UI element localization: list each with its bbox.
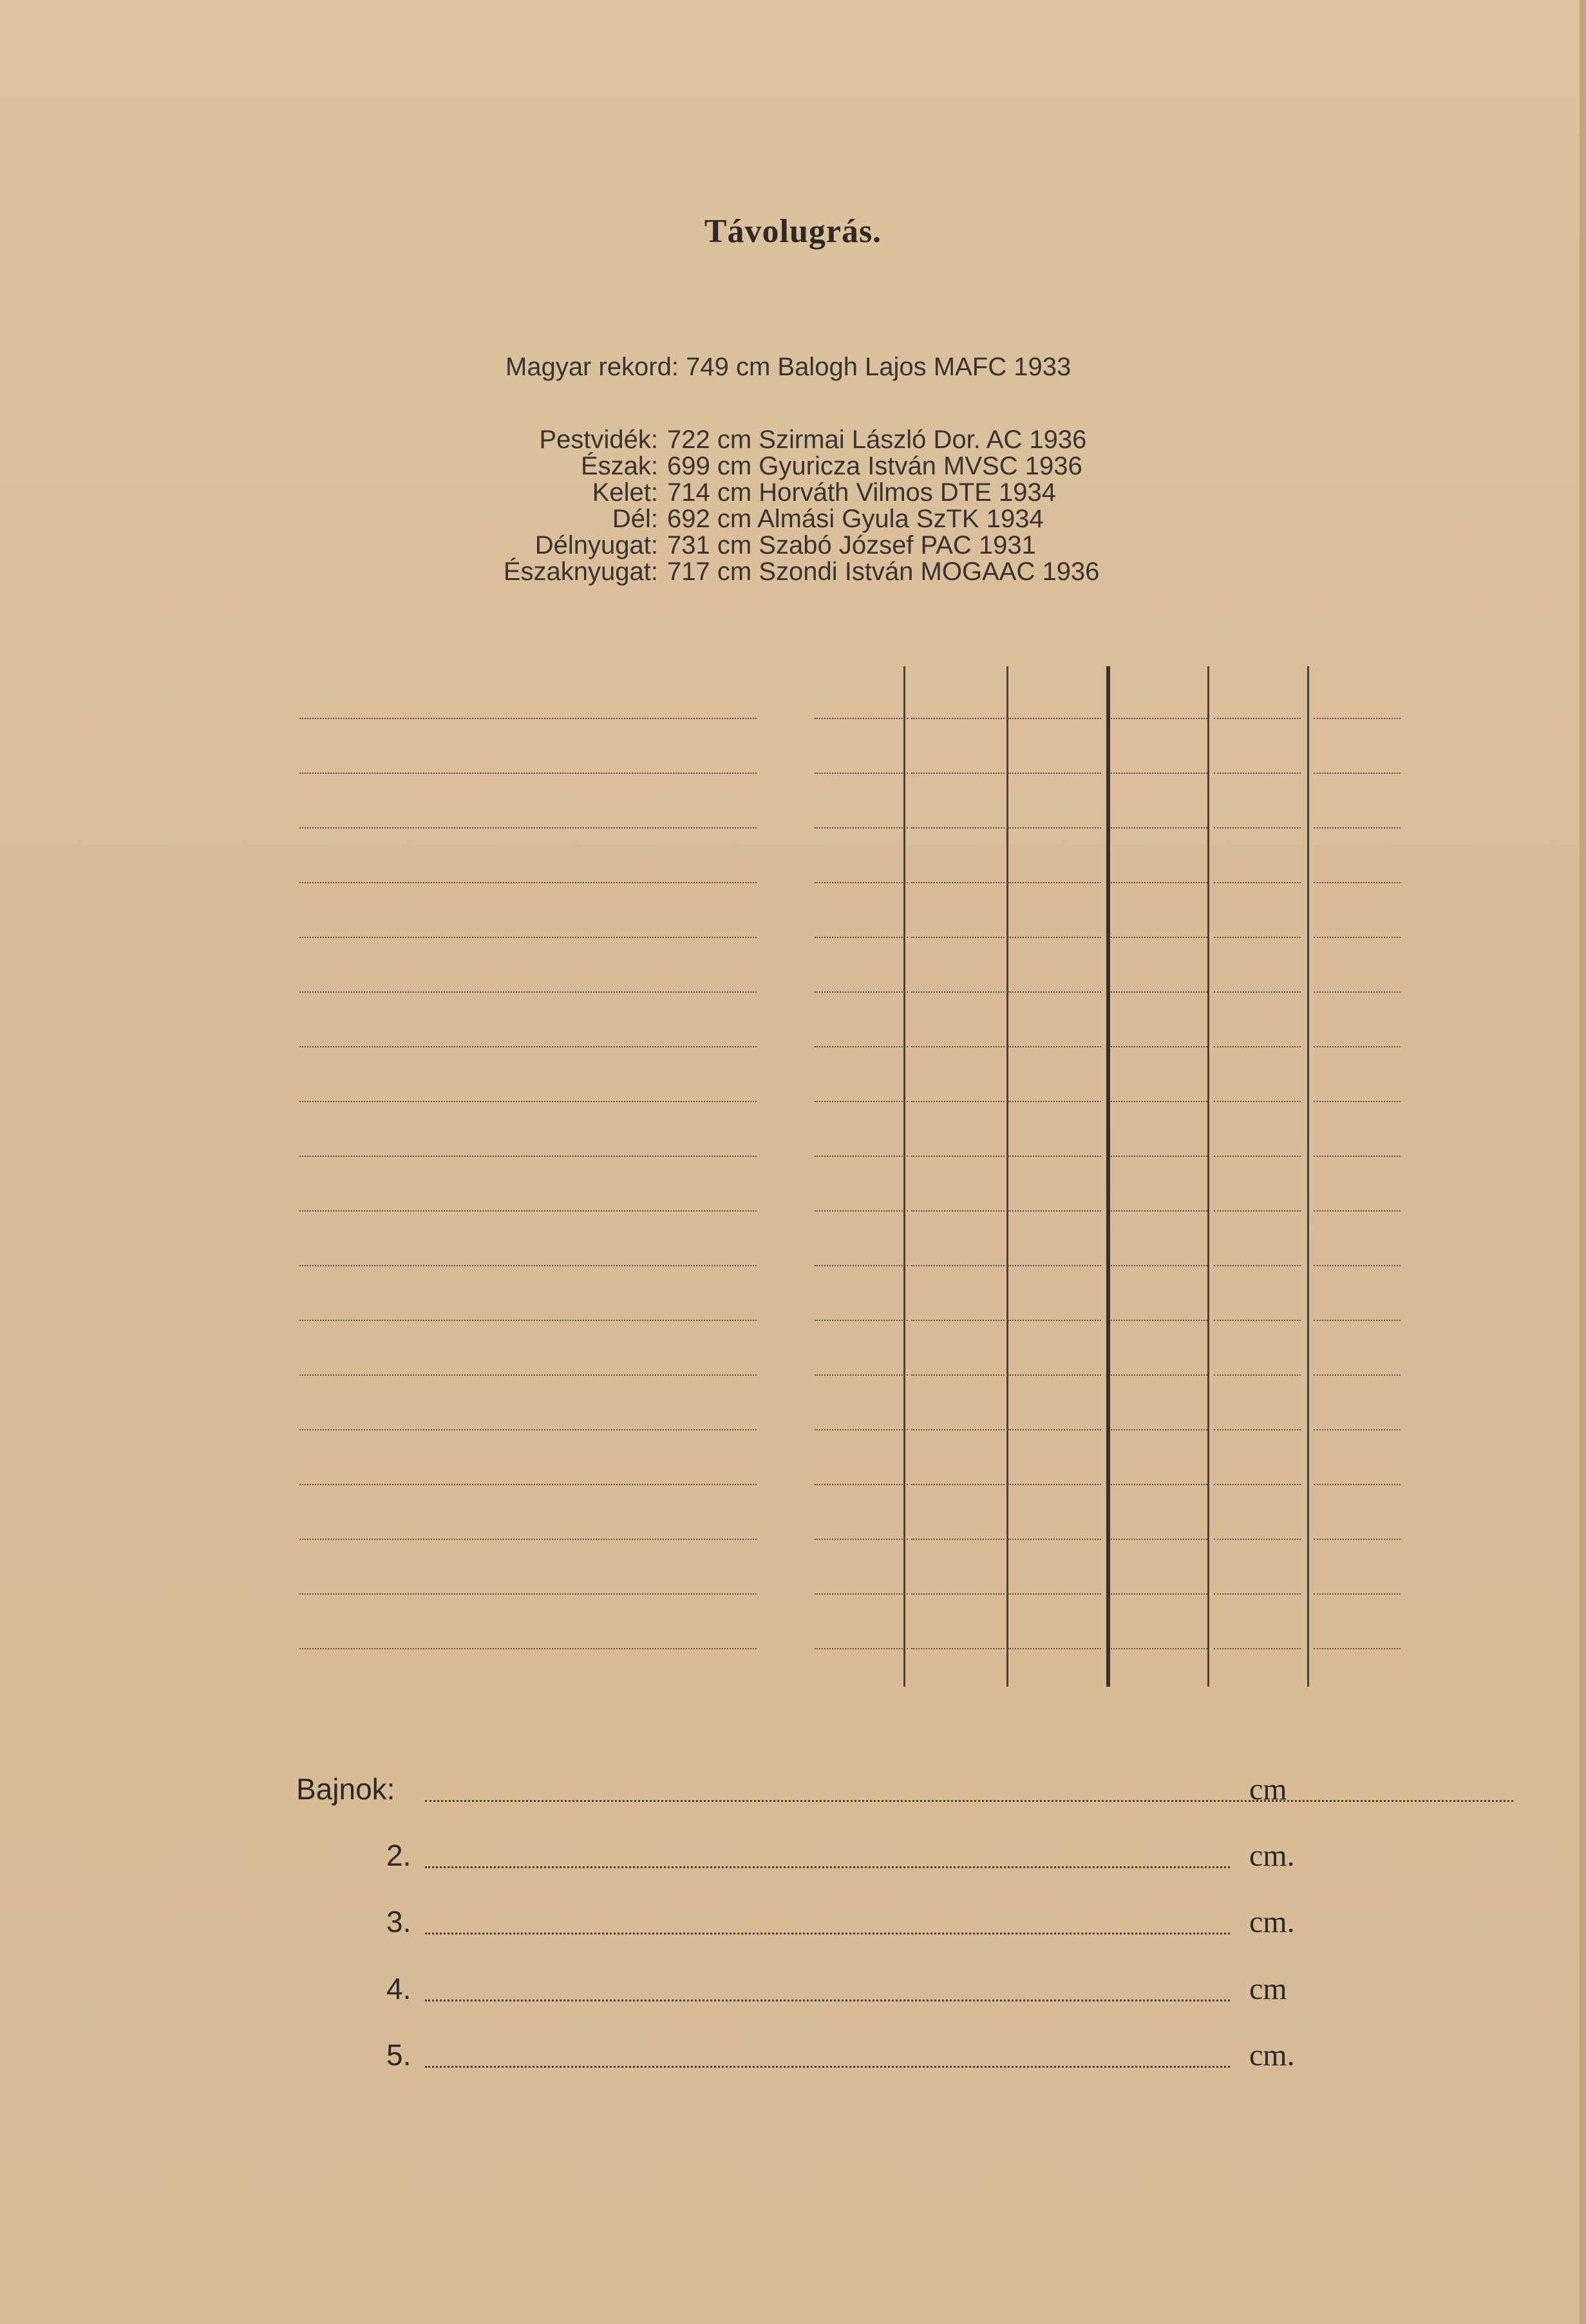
entry-line[interactable] — [299, 882, 757, 883]
region-record-row — [412, 453, 1099, 480]
entry-line[interactable] — [1108, 882, 1207, 883]
result-entry-line[interactable] — [425, 2066, 1230, 2068]
entry-line[interactable] — [911, 1156, 1005, 1157]
entry-line[interactable] — [1008, 1484, 1101, 1485]
entry-line[interactable] — [1314, 937, 1401, 938]
entry-line[interactable] — [1214, 1046, 1301, 1047]
entry-line[interactable] — [815, 1484, 908, 1485]
entry-line[interactable] — [1108, 827, 1207, 829]
region-name: Észak: — [580, 452, 658, 480]
result-entry-line[interactable] — [425, 1866, 1230, 1868]
entry-line[interactable] — [299, 1374, 757, 1376]
entry-line[interactable] — [1214, 1593, 1301, 1595]
entry-line[interactable] — [815, 1593, 908, 1595]
entry-line[interactable] — [911, 1101, 1005, 1102]
region-name: Pestvidék: — [539, 426, 658, 454]
region-record-row — [412, 506, 1099, 532]
entry-line[interactable] — [299, 773, 757, 774]
entry-line[interactable] — [815, 1210, 908, 1212]
entry-line[interactable] — [1108, 937, 1207, 938]
entry-line[interactable] — [1108, 1210, 1207, 1212]
region-value: 699 cm Gyuricza István MVSC 1936 — [667, 452, 1082, 480]
entry-line[interactable] — [911, 1265, 1005, 1266]
result-label: 2. — [386, 1839, 411, 1872]
entry-line[interactable] — [299, 1265, 757, 1266]
entry-line[interactable] — [1108, 1539, 1207, 1540]
entry-line[interactable] — [299, 1156, 757, 1157]
entry-line[interactable] — [911, 827, 1005, 829]
entry-line[interactable] — [1314, 1156, 1401, 1157]
entry-line[interactable] — [1008, 1374, 1101, 1376]
region-name: Északnyugat: — [503, 558, 658, 586]
entry-line[interactable] — [1008, 1046, 1101, 1047]
entry-line[interactable] — [815, 1539, 908, 1540]
entry-line[interactable] — [1214, 1648, 1301, 1649]
entry-line[interactable] — [815, 718, 908, 719]
entry-line[interactable] — [1214, 1484, 1301, 1485]
entry-line[interactable] — [299, 1484, 757, 1485]
region-value: 731 cm Szabó József PAC 1931 — [667, 531, 1036, 559]
region-record-row — [412, 559, 1099, 585]
region-value: 717 cm Szondi István MOGAAC 1936 — [667, 558, 1100, 586]
entry-line[interactable] — [1008, 1265, 1101, 1266]
entry-line[interactable] — [1314, 882, 1401, 883]
regional-records — [412, 427, 1099, 585]
entry-line[interactable] — [299, 827, 757, 829]
entry-line[interactable] — [299, 718, 757, 719]
result-entry-line[interactable] — [425, 1933, 1230, 1935]
entry-line[interactable] — [1008, 1539, 1101, 1540]
entry-line[interactable] — [299, 1539, 757, 1540]
entry-line[interactable] — [911, 1429, 1005, 1430]
entry-line[interactable] — [815, 1429, 908, 1430]
result-unit: cm. — [1249, 1905, 1295, 1939]
result-unit: cm — [1249, 1772, 1287, 1806]
result-label: 3. — [386, 1905, 411, 1938]
entry-line[interactable] — [815, 1320, 908, 1321]
entry-line[interactable] — [911, 1593, 1005, 1595]
entry-line[interactable] — [815, 991, 908, 993]
entry-line[interactable] — [1214, 718, 1301, 719]
region-record-row — [412, 480, 1099, 506]
entry-line[interactable] — [1314, 718, 1401, 719]
result-unit: cm — [1249, 1972, 1287, 2006]
column-rule — [1207, 666, 1209, 1687]
page-title: Távolugrás. — [704, 213, 882, 250]
entry-line[interactable] — [1214, 991, 1301, 993]
entry-line[interactable] — [1214, 1429, 1301, 1430]
entry-line[interactable] — [1108, 1593, 1207, 1595]
entry-line[interactable] — [1108, 1101, 1207, 1102]
entry-line[interactable] — [1314, 1210, 1401, 1212]
entry-line[interactable] — [1008, 1648, 1101, 1649]
column-rule — [1106, 666, 1110, 1687]
entry-line[interactable] — [1008, 773, 1101, 774]
entry-line[interactable] — [911, 937, 1005, 938]
entry-line[interactable] — [911, 1539, 1005, 1540]
entry-line[interactable] — [1108, 1429, 1207, 1430]
page-edge — [1580, 0, 1586, 2324]
column-rule — [1307, 666, 1309, 1687]
entry-line[interactable] — [1314, 1429, 1401, 1430]
entry-line[interactable] — [911, 882, 1005, 883]
entry-line[interactable] — [911, 991, 1005, 993]
entry-line[interactable] — [299, 1429, 757, 1430]
region-value: 692 cm Almási Gyula SzTK 1934 — [667, 505, 1044, 533]
entry-line[interactable] — [911, 1046, 1005, 1047]
entry-line[interactable] — [1314, 1265, 1401, 1266]
result-label: 4. — [386, 1972, 411, 2005]
entry-line[interactable] — [1008, 991, 1101, 993]
entry-line[interactable] — [911, 1210, 1005, 1212]
entry-line[interactable] — [911, 1648, 1005, 1649]
entry-line[interactable] — [1108, 1046, 1207, 1047]
entry-line[interactable] — [1008, 1429, 1101, 1430]
entry-line[interactable] — [299, 1593, 757, 1595]
entry-line[interactable] — [815, 1648, 908, 1649]
entry-line[interactable] — [1008, 937, 1101, 938]
entry-line[interactable] — [1314, 1648, 1401, 1649]
entry-line[interactable] — [1214, 1156, 1301, 1157]
entry-line[interactable] — [299, 937, 757, 938]
region-name: Dél: — [612, 505, 658, 533]
entry-line[interactable] — [911, 1374, 1005, 1376]
entry-line[interactable] — [1108, 773, 1207, 774]
entry-line[interactable] — [1214, 1320, 1301, 1321]
entry-line[interactable] — [1108, 1648, 1207, 1649]
entry-line[interactable] — [1314, 773, 1401, 774]
entry-line[interactable] — [911, 1484, 1005, 1485]
entry-line[interactable] — [1314, 991, 1401, 993]
entry-line[interactable] — [1008, 718, 1101, 719]
entry-line[interactable] — [1214, 1265, 1301, 1266]
entry-line[interactable] — [1214, 827, 1301, 829]
column-rule — [1006, 666, 1008, 1687]
entry-line[interactable] — [1314, 1539, 1401, 1540]
entry-line[interactable] — [299, 991, 757, 993]
column-rule — [903, 666, 905, 1687]
entry-line[interactable] — [911, 718, 1005, 719]
entry-line[interactable] — [1108, 1484, 1207, 1485]
entry-line[interactable] — [815, 1156, 908, 1157]
entry-line[interactable] — [815, 937, 908, 938]
result-label: 5. — [386, 2038, 411, 2072]
entry-line[interactable] — [1214, 937, 1301, 938]
entry-line[interactable] — [1314, 1484, 1401, 1485]
entry-line[interactable] — [1108, 1156, 1207, 1157]
entry-line[interactable] — [1314, 1593, 1401, 1595]
entry-line[interactable] — [1214, 773, 1301, 774]
entry-line[interactable] — [1214, 882, 1301, 883]
entry-line[interactable] — [1008, 1101, 1101, 1102]
entry-line[interactable] — [1214, 1210, 1301, 1212]
region-value: 714 cm Horváth Vilmos DTE 1934 — [667, 478, 1056, 507]
entry-line[interactable] — [1314, 1101, 1401, 1102]
region-record-row — [412, 427, 1099, 453]
entry-line[interactable] — [815, 1046, 908, 1047]
entry-line[interactable] — [299, 1648, 757, 1649]
entry-line[interactable] — [299, 1210, 757, 1212]
entry-line[interactable] — [299, 1046, 757, 1047]
entry-line[interactable] — [815, 827, 908, 829]
entry-line[interactable] — [815, 882, 908, 883]
entry-line[interactable] — [1214, 1374, 1301, 1376]
entry-line[interactable] — [1108, 1265, 1207, 1266]
result-entry-line[interactable] — [425, 1800, 1513, 1802]
result-label: Bajnok: — [296, 1772, 395, 1806]
entry-line[interactable] — [299, 1101, 757, 1102]
entry-line[interactable] — [911, 1320, 1005, 1321]
entry-line[interactable] — [1108, 991, 1207, 993]
entry-line[interactable] — [1008, 1210, 1101, 1212]
entry-line[interactable] — [815, 1265, 908, 1266]
entry-line[interactable] — [1214, 1539, 1301, 1540]
entry-line[interactable] — [1008, 1156, 1101, 1157]
entry-line[interactable] — [1214, 1101, 1301, 1102]
region-value: 722 cm Szirmai László Dor. AC 1936 — [667, 426, 1087, 454]
entry-line[interactable] — [815, 1374, 908, 1376]
entry-line[interactable] — [1108, 1374, 1207, 1376]
region-record-row — [412, 532, 1099, 559]
entry-line[interactable] — [911, 773, 1005, 774]
entry-line[interactable] — [1008, 1320, 1101, 1321]
entry-line[interactable] — [1008, 1593, 1101, 1595]
region-name: Délnyugat: — [534, 531, 658, 559]
entry-line[interactable] — [1314, 1320, 1401, 1321]
entry-line[interactable] — [1108, 718, 1207, 719]
entry-line[interactable] — [1314, 827, 1401, 829]
result-unit: cm. — [1249, 2038, 1295, 2072]
national-record: Magyar rekord: 749 cm Balogh Lajos MAFC 1933 — [505, 353, 1071, 381]
entry-line[interactable] — [299, 1320, 757, 1321]
entry-line[interactable] — [815, 1101, 908, 1102]
result-entry-line[interactable] — [425, 2000, 1230, 2001]
entry-line[interactable] — [1008, 882, 1101, 883]
region-name: Kelet: — [592, 478, 658, 507]
result-unit: cm. — [1249, 1839, 1295, 1873]
entry-line[interactable] — [1108, 1320, 1207, 1321]
entry-line[interactable] — [1314, 1046, 1401, 1047]
entry-line[interactable] — [1314, 1374, 1401, 1376]
entry-line[interactable] — [1008, 827, 1101, 829]
entry-line[interactable] — [815, 773, 908, 774]
